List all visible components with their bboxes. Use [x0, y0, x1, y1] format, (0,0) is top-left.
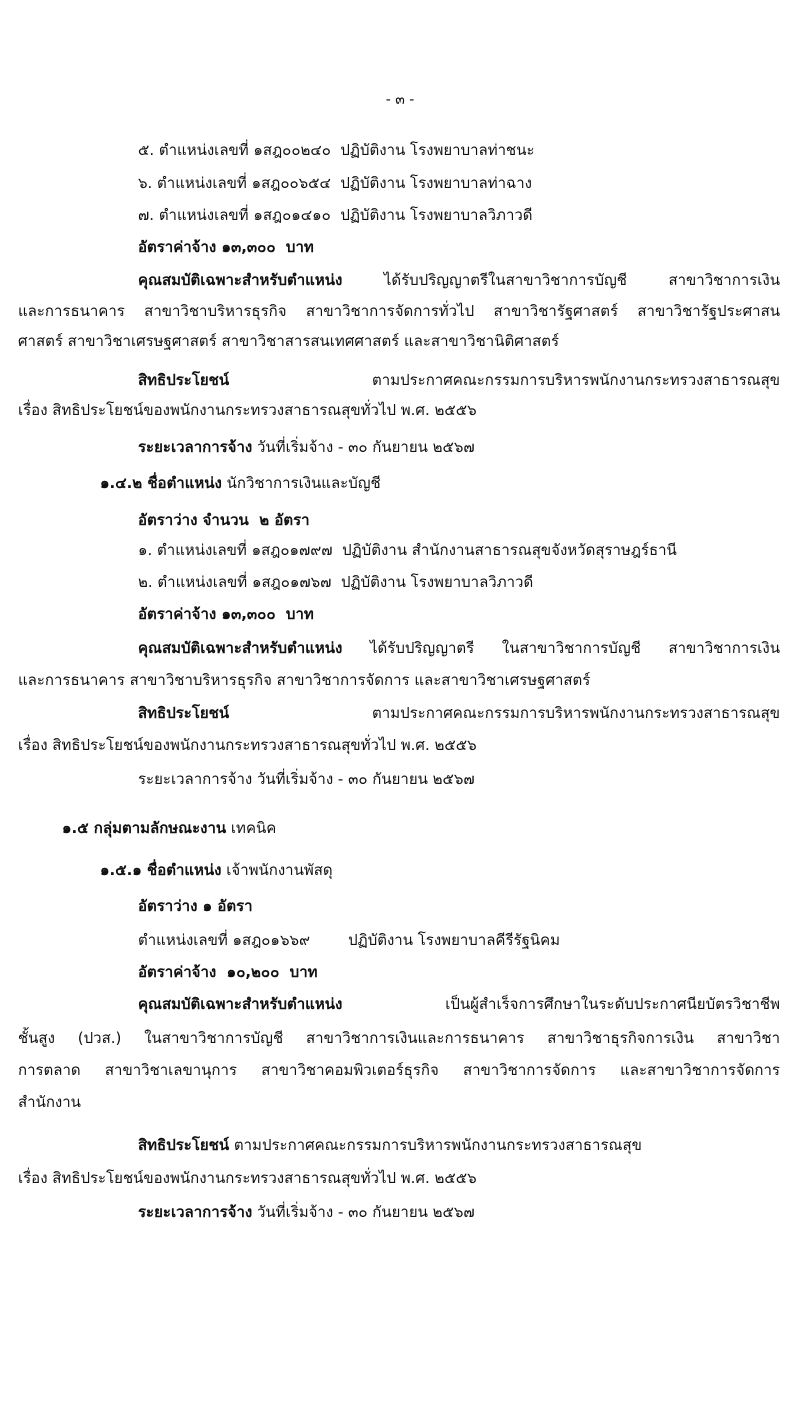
- line-text: สำนักงาน: [18, 1093, 81, 1111]
- line-text: ตามประกาศคณะกรรมการบริหารพนักงานกระทรวงสาธารณสุข: [229, 704, 780, 722]
- text-line: [138, 768, 475, 790]
- bold-label: อัตราว่าง ๑ อัตรา: [138, 897, 253, 915]
- bold-label: สิทธิประโยชน์: [138, 704, 230, 722]
- text-line: [18, 300, 780, 322]
- line-text: วันที่เริ่มจ้าง - ๓๐ กันยายน ๒๕๖๗: [252, 438, 475, 456]
- text-line: [18, 1167, 477, 1189]
- line-text: ศาสตร์ สาขาวิชาเศรษฐศาสตร์ สาขาวิชาสารสนเทศศาสตร์ และสาขาวิชานิติศาสตร์: [18, 332, 560, 350]
- text-line: [138, 993, 780, 1015]
- bold-label: คุณสมบัติเฉพาะสำหรับตำแหน่ง: [138, 995, 343, 1013]
- text-line: [138, 571, 533, 593]
- text-line: [138, 637, 780, 659]
- text-line: [138, 539, 677, 561]
- line-text: ๕. ตำแหน่งเลขที่ ๑สฎ๐๐๒๔๐ ปฏิบัติงาน โรงพยาบาลท่าชนะ: [138, 141, 535, 159]
- text-line: [18, 1059, 780, 1081]
- text-line: [138, 961, 318, 983]
- line-text: ๗. ตำแหน่งเลขที่ ๑สฎ๐๑๔๑๐ ปฏิบัติงาน โรงพยาบาลวิภาวดี: [138, 206, 533, 224]
- line-text: และการธนาคาร สาขาวิชาบริหารธุรกิจ สาขาวิชาการจัดการทั่วไป สาขาวิชารัฐศาสตร์ สาขาวิชารัฐประศาสน: [18, 302, 780, 320]
- text-line: [138, 139, 535, 161]
- text-line: [18, 1027, 780, 1049]
- text-line: [138, 236, 314, 258]
- bold-label: ระยะเวลาการจ้าง: [138, 1203, 253, 1221]
- line-text: ๖. ตำแหน่งเลขที่ ๑สฎ๐๐๖๕๔ ปฏิบัติงาน โรงพยาบาลท่าฉาง: [138, 174, 532, 192]
- line-text: ระยะเวลาการจ้าง วันที่เริ่มจ้าง - ๓๐ กันยายน ๒๕๖๗: [138, 770, 475, 788]
- bold-label: คุณสมบัติเฉพาะสำหรับตำแหน่ง: [138, 271, 343, 289]
- line-text: ๒. ตำแหน่งเลขที่ ๑สฎ๐๑๗๖๗ ปฏิบัติงาน โรงพยาบาลวิภาวดี: [138, 573, 534, 591]
- line-text: เรื่อง สิทธิประโยชน์ของพนักงานกระทรวงสาธารณสุขทั่วไป พ.ศ. ๒๕๕๖: [18, 401, 477, 419]
- bold-label: สิทธิประโยชน์: [138, 371, 230, 389]
- line-text: วันที่เริ่มจ้าง - ๓๐ กันยายน ๒๕๖๗: [252, 1203, 475, 1221]
- bold-label: สิทธิประโยชน์: [138, 1136, 230, 1154]
- bold-label: ๑.๕ กลุ่มตามลักษณะงาน: [62, 819, 227, 837]
- line-text: ตามประกาศคณะกรรมการบริหารพนักงานกระทรวงสาธารณสุข: [229, 1136, 642, 1154]
- bold-label: อัตราค่าจ้าง ๑๓,๓๐๐ บาท: [138, 238, 314, 256]
- text-line: [18, 669, 590, 691]
- line-text: เจ้าพนักงานพัสดุ: [221, 861, 333, 879]
- bold-label: อัตราว่าง จำนวน ๒ อัตรา: [138, 511, 310, 529]
- text-line: [138, 436, 475, 458]
- line-text: ตำแหน่งเลขที่ ๑สฎ๐๑๖๖๙ ปฏิบัติงาน โรงพยาบาลคีรีรัฐนิคม: [138, 931, 561, 949]
- line-text: นักวิชาการเงินและบัญชี: [221, 474, 381, 492]
- text-line: [138, 204, 533, 226]
- line-text: ๑. ตำแหน่งเลขที่ ๑สฎ๐๑๗๙๗ ปฏิบัติงาน สำนักงานสาธารณสุขจังหวัดสุราษฎร์ธานี: [138, 541, 677, 559]
- text-line: [62, 817, 276, 839]
- line-text: เรื่อง สิทธิประโยชน์ของพนักงานกระทรวงสาธารณสุขทั่วไป พ.ศ. ๒๕๕๖: [18, 1169, 477, 1187]
- text-line: [18, 1091, 81, 1113]
- bold-label: อัตราค่าจ้าง ๑๓,๓๐๐ บาท: [138, 605, 314, 623]
- line-text: ชั้นสูง (ปวส.) ในสาขาวิชาการบัญชี สาขาวิชาการเงินและการธนาคาร สาขาวิชาธุรกิจการเงิน สาขาวิชา: [18, 1029, 780, 1047]
- line-text: การตลาด สาขาวิชาเลขานุการ สาขาวิชาคอมพิวเตอร์ธุรกิจ สาขาวิชาการจัดการ และสาขาวิชาการจัดการ: [18, 1061, 780, 1079]
- line-text: ได้รับปริญญาตรีในสาขาวิชาการบัญชี สาขาวิชาการเงิน: [342, 271, 780, 289]
- text-line: [18, 330, 559, 352]
- bold-label: ระยะเวลาการจ้าง: [138, 438, 253, 456]
- text-line: [138, 895, 253, 917]
- text-line: [138, 369, 780, 391]
- text-line: [100, 472, 381, 494]
- text-line: [138, 1134, 642, 1156]
- line-text: เทคนิค: [226, 819, 277, 837]
- bold-label: อัตราค่าจ้าง ๑๐,๒๐๐ บาท: [138, 963, 318, 981]
- line-text: และการธนาคาร สาขาวิชาบริหารธุรกิจ สาขาวิชาการจัดการ และสาขาวิชาเศรษฐศาสตร์: [18, 671, 591, 689]
- line-text: ได้รับปริญญาตรี ในสาขาวิชาการบัญชี สาขาวิชาการเงิน: [342, 639, 780, 657]
- text-line: [18, 399, 477, 421]
- line-text: เรื่อง สิทธิประโยชน์ของพนักงานกระทรวงสาธารณสุขทั่วไป พ.ศ. ๒๕๕๖: [18, 736, 477, 754]
- text-line: [18, 734, 477, 756]
- bold-label: ๑.๔.๒ ชื่อตำแหน่ง: [100, 474, 222, 492]
- text-line: [138, 603, 314, 625]
- bold-label: ๑.๕.๑ ชื่อตำแหน่ง: [100, 861, 222, 879]
- line-text: ตามประกาศคณะกรรมการบริหารพนักงานกระทรวงสาธารณสุข: [229, 371, 780, 389]
- text-line: [138, 702, 780, 724]
- text-line: [100, 859, 333, 881]
- bold-label: คุณสมบัติเฉพาะสำหรับตำแหน่ง: [138, 639, 343, 657]
- text-line: [138, 172, 532, 194]
- text-line: [138, 1201, 475, 1223]
- line-text: เป็นผู้สำเร็จการศึกษาในระดับประกาศนียบัตรวิชาชีพ: [342, 995, 780, 1013]
- text-line: [138, 929, 560, 951]
- text-line: [138, 269, 780, 291]
- page-number: - ๓ -: [385, 92, 415, 108]
- text-line: [138, 509, 310, 531]
